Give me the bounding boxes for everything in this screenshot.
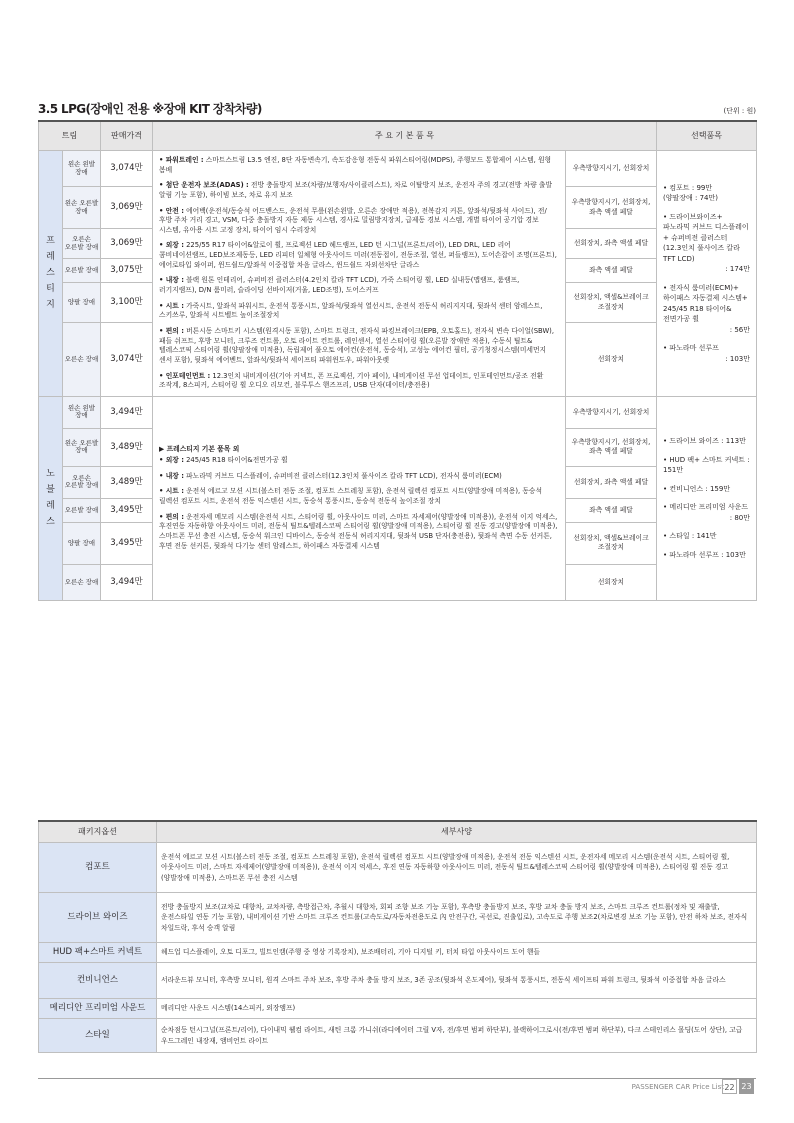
- group-prestige-label: 프 레 스 티 지: [46, 236, 55, 311]
- option-cell: 선회장치, 좌측 액셀 페달: [566, 229, 657, 259]
- spec-item: • 내장 : 블랙 원톤 인테리어, 슈퍼비전 클러스터(4.2인치 칼라 TFT LCD), 가죽 스티어링 휠, LED 실내등(맵램프, 룸램프, 러기지램프), D/N 룸미러, 슬라이딩 선바이저(거울, LED조명), 도어스커프: [159, 276, 520, 295]
- package-name: 스타일: [39, 1019, 157, 1053]
- spec-item: ▶ 프레스티지 기본 품목 외: [159, 445, 240, 454]
- spec-item: • 내장 : 파노라믹 커브드 디스플레이, 슈퍼비전 클러스터(12.3인치 풀사이즈 칼라 TFT LCD), 전자식 룸미러(ECM): [159, 471, 502, 480]
- price-cell: 3,100만: [101, 283, 153, 323]
- option-cell: 좌측 액셀 페달: [566, 259, 657, 283]
- option-cell: 우측방향지시기, 선회장치: [566, 151, 657, 187]
- price-table: [38, 120, 757, 601]
- option-cell: 좌측 액셀 페달: [566, 498, 657, 522]
- header-select: 선택품목: [657, 121, 757, 151]
- package-row: [39, 963, 757, 999]
- price-cell: 3,495만: [101, 498, 153, 522]
- select-item: • 파노라마 선루프 : 103만: [663, 550, 746, 559]
- price-cell: 3,074만: [101, 323, 153, 397]
- price-cell: 3,495만: [101, 522, 153, 564]
- price-cell: 3,074만: [101, 151, 153, 187]
- package-desc: 메리디안 사운드 시스템(14스피커, 외장앰프): [157, 999, 757, 1019]
- noblesse-specs: [153, 396, 566, 600]
- group-noblesse-label: 노 블 레 스: [46, 469, 55, 528]
- trim-cell: 양팔 장애: [63, 283, 101, 323]
- select-item: • 컴포트 : 99만 (양팔장애 : 74만): [663, 183, 718, 203]
- select-item: • HUD 팩+ 스마트 커넥트 : 151만: [663, 455, 750, 475]
- price-cell: 3,494만: [101, 396, 153, 428]
- trim-cell: 왼손 오른발 장애: [63, 428, 101, 466]
- package-desc: 순차점등 턴시그널(프론트/리어), 다이내믹 웰컴 라이트, 새틴 크롬 가니쉬(라디에이터 그릴 V자, 전/후면 범퍼 하단부), 블랙하이그로시(전/후면 범퍼 하단부), 다크 스테인리스 몰딩(도어 상단), 고급 우드그레인 내장재, 앰비언트 라이트: [157, 1019, 757, 1053]
- package-name: 메리디안 프리미엄 사운드: [39, 999, 157, 1019]
- trim-cell: 양팔 장애: [63, 522, 101, 564]
- spec-item: • 시트 : 가죽시트, 앞좌석 파워시트, 운전석 통풍시트, 앞좌석/뒷좌석 열선시트, 운전석 전동식 허리지지대, 뒷좌석 센터 암레스트, 스키쓰루, 앞좌석 시트벨트 높이조절장치: [159, 301, 543, 320]
- group-noblesse: [39, 396, 63, 600]
- price-cell: 3,069만: [101, 229, 153, 259]
- trim-cell: 오른발 장애: [63, 498, 101, 522]
- option-cell: 우측방향지시기, 선회장치: [566, 396, 657, 428]
- package-row: [39, 999, 757, 1019]
- trim-cell: 오른손 오른발 장애: [63, 229, 101, 259]
- trim-cell: 오른발 장애: [63, 259, 101, 283]
- package-desc: 전방 충돌방지 보조(교차로 대향차, 교차차량, 측방접근차, 추월시 대향차, 회피 조향 보조 기능 포함), 후측방 충돌방지 보조, 후방 교차 충돌 방지 보조, 스마트 크루즈 컨트롤(정차 및 재출발, 운전스타일 연동 기능 포함), 내비게이션 기반 스마트 크루즈 컨트롤(고속도로/자동차전용도로 內 안전구간, 곡선로, 진출입로), 고속도로 주행 보조2(차로변경 보조 기능 포함), 안전 하차 보조, 전자식 차일드락, 후석 승객 알림: [157, 893, 757, 943]
- prestige-specs: [153, 151, 566, 397]
- select-item: • 파노라마 선루프 : 103만: [663, 344, 750, 363]
- price-cell: 3,489만: [101, 466, 153, 498]
- group-prestige: [39, 151, 63, 397]
- package-row: [39, 943, 757, 963]
- header-trim: 트림: [39, 121, 101, 151]
- page-number-right: 23: [739, 1079, 754, 1094]
- spec-item: • 시트 : 운전석 에르고 모션 시트(볼스터 전동 조절, 컴포트 스트레칭 포함), 운전석 릴렉션 컴포트 시트(양발장애 미적용), 동승석 릴렉션 컴포트 시트, 운전석 전동 익스텐션 시트, 동승석 통풍시트, 동승석 전동식 높이조절 장치: [159, 487, 543, 505]
- page-number-left: 22: [722, 1079, 737, 1094]
- spec-item: • 안전 : 에어백(운전석/동승석 어드밴스드, 운전석 무릎(왼손왼발, 오른손 장애만 적용), 전복감지 커튼, 앞좌석/뒷좌석 사이드), 전/후방 주차 거리 경고, VSM, 다중 충돌방지 자동 제동 시스템, 경사로 밀림방지장치, 급제동 경보 시스템, 개별 타이어 공기압 경보 시스템, 유아용 시트 고정 장치, 타이어 임시 수리장치: [159, 206, 547, 234]
- package-desc: 운전석 에르고 모션 시트(볼스터 전동 조절, 컴포트 스트레칭 포함), 운전석 릴렉션 컴포트 시트(양발장애 미적용), 운전석 전동 익스텐션 시트, 운전자세 메모리 시스템(운전석 시트, 스티어링 휠, 아웃사이드 미러, 스마트 자세제어(양발장애 미적용)), 운전석 이지 억세스, 후진 연동 자동하향 아웃사이드 미러, 전동식 틸트&텔레스코픽 스티어링 휠(양발장애 미적용), 스티어링 휠 진동 경고(양발장애 미적용), 스마트폰 무선 충전 시스템: [157, 843, 757, 893]
- select-item: • 스타일 : 141만: [663, 532, 717, 541]
- spec-item: • 편의 : 버튼시동 스마트키 시스템(원격시동 포함), 스마트 트렁크, 전자식 파킹브레이크(EPB, 오토홀드), 전자식 변속 다이얼(SBW), 패들 쉬프트, 후방 모니터, 크루즈 컨트롤, 오토 라이트 컨트롤, 레인센서, 열선 스티어링 휠(오른발 장애만 적용), 수동식 틸트&텔레스코픽 스티어링 휠(양팔장애 미적용), 독립제어 풀오토 에어컨(운전석, 동승석), 고성능 에어컨 필터, 공기청정시스템(미세먼지 센서 포함), 뒷좌석 에어벤트, 앞좌석/뒷좌석 세이프티 파워윈도우, 파워아웃렛: [159, 326, 554, 364]
- footer-title: PASSENGER CAR Price List: [631, 1083, 724, 1091]
- header-price: 판매가격: [101, 121, 153, 151]
- option-cell: 우측방향지시기, 선회장치, 좌측 액셀 페달: [566, 428, 657, 466]
- table-header: [39, 121, 757, 151]
- option-cell: 선회장치: [566, 323, 657, 397]
- page-title: 3.5 LPG(장애인 전용 ※장애 KIT 장착차량): [38, 102, 262, 116]
- spec-item: • 외장 : 225/55 R17 타이어&알로이 휠, 프로젝션 LED 헤드램프, LED 턴 시그널(프론트/리어), LED DRL, LED 리어 콤비네이션램프, LED보조제동등, LED 리피터 일체형 아웃사이드 미러(전동접이, 전동조절, 열선, 퍼들램프), 도어손잡이 조명(프론트), 에어로타입 와이퍼, 윈드쉴드/앞좌석 이중접합 차음 글라스, 윈드쉴드 자외선차단 글라스: [159, 241, 557, 269]
- select-item: • 전자식 룸미러(ECM)+ 하이패스 자동결제 시스템+ 245/45 R18 타이어&전면가공 휠 : 56만: [663, 283, 750, 334]
- spec-item: • 외장 : 245/45 R18 타이어&전면가공 휠: [159, 456, 288, 465]
- trim-cell: 오른손 오른발 장애: [63, 466, 101, 498]
- option-cell: 선회장치, 액셀&브레이크 조절장치: [566, 283, 657, 323]
- package-desc: 헤드업 디스플레이, 오토 디포그, 빌트인캠(주행 중 영상 기록장치), 보조배터리, 기아 디지털 키, 터치 타입 아웃사이드 도어 핸들: [157, 943, 757, 963]
- package-header-desc: 세부사양: [157, 821, 757, 843]
- select-item: • 드라이브 와이즈 : 113만: [663, 437, 746, 446]
- price-cell: 3,069만: [101, 187, 153, 229]
- package-name: HUD 팩+스마트 커넥트: [39, 943, 157, 963]
- package-name: 컴포트: [39, 843, 157, 893]
- spec-item: • 인포테인먼트 : 12.3인치 내비게이션(기아 커넥트, 폰 프로젝션, 기아 페이), 내비게이션 무선 업데이트, 인포테인먼트/공조 전환 조작계, 8스피커, 스티어링 휠 오디오 리모컨, 블루투스 핸즈프리, USB 단자(데이터/충전용): [159, 371, 544, 390]
- select-item: • 메리디안 프리미엄 사운드 : 80만: [663, 503, 750, 522]
- option-cell: 선회장치: [566, 564, 657, 600]
- package-desc: 서라운드뷰 모니터, 후측방 모니터, 원격 스마트 주차 보조, 후방 주차 충돌 방지 보조, 3존 공조(뒷좌석 온도제어), 뒷좌석 통풍시트, 전동식 세이프티 파워 트렁크, 뒷좌석 이중접합 차음 글라스: [157, 963, 757, 999]
- option-cell: 선회장치, 좌측 액셀 페달: [566, 466, 657, 498]
- header-spec: 주 요 기 본 품 목: [153, 121, 657, 151]
- package-row: [39, 893, 757, 943]
- unit-label: (단위 : 원): [723, 107, 756, 115]
- package-header: [39, 821, 757, 843]
- price-cell: 3,494만: [101, 564, 153, 600]
- select-item: • 컨비니언스 : 159만: [663, 484, 731, 493]
- spec-item: • 첨단 운전자 보조(ADAS) : 전방 충돌방지 보조(차량/보행자/사이클리스트), 차로 이탈방지 보조, 운전자 주의 경고(전방 차량 출발 알림 기능 포함), 하이빔 보조, 차로 유지 보조: [159, 181, 553, 199]
- trim-cell: 왼손 왼발 장애: [63, 396, 101, 428]
- option-cell: 선회장치, 액셀&브레이크 조절장치: [566, 522, 657, 564]
- trim-cell: 오른손 장애: [63, 323, 101, 397]
- prestige-select: [657, 151, 757, 397]
- spec-item: • 편의 : 운전자세 메모리 시스템(운전석 시트, 스티어링 휠, 아웃사이드 미러, 스마트 자세제어(양발장애 미적용)), 운전석 이지 억세스, 후진연동 자동하향 아웃사이드 미러, 전동식 틸트&텔레스코픽 스티어링 휠(양발장애 미적용), 스티어링 휠 진동 경고(양발장애 미적용), 스마트폰 무선 충전 시스템, 동승석 워크인 디바이스, 동승석 전동식 허리지지대, 뒷좌석 USB 단자(충전용), 뒷좌석 측면 수동 선커튼, 후면 전동 선커튼, 뒷좌석 다기능 센터 암레스트, 하이패스 자동결제 시스템: [159, 512, 558, 550]
- option-cell: 우측방향지시기, 선회장치, 좌측 액셀 페달: [566, 187, 657, 229]
- price-cell: 3,075만: [101, 259, 153, 283]
- package-name: 드라이브 와이즈: [39, 893, 157, 943]
- package-table: [38, 820, 757, 1053]
- noblesse-select: [657, 396, 757, 600]
- select-item: • 드라이브와이즈+ 파노라믹 커브드 디스플레이+ 슈퍼비전 클러스터 (12.3인치 풀사이즈 칼라 TFT LCD) : 174만: [663, 212, 750, 274]
- price-cell: 3,489만: [101, 428, 153, 466]
- trim-cell: 왼손 오른발 장애: [63, 187, 101, 229]
- footer-rule: [38, 1078, 756, 1079]
- package-row: [39, 1019, 757, 1053]
- package-row: [39, 843, 757, 893]
- trim-cell: 왼손 왼발 장애: [63, 151, 101, 187]
- trim-cell: 오른손 장애: [63, 564, 101, 600]
- package-name: 컨비니언스: [39, 963, 157, 999]
- spec-item: • 파워트레인 : 스마트스트림 L3.5 엔진, 8단 자동변속기, 속도감응형 전동식 파워스티어링(MDPS), 주행모드 통합제어 시스템, 원형 봄베: [159, 156, 552, 174]
- package-header-name: 패키지옵션: [39, 821, 157, 843]
